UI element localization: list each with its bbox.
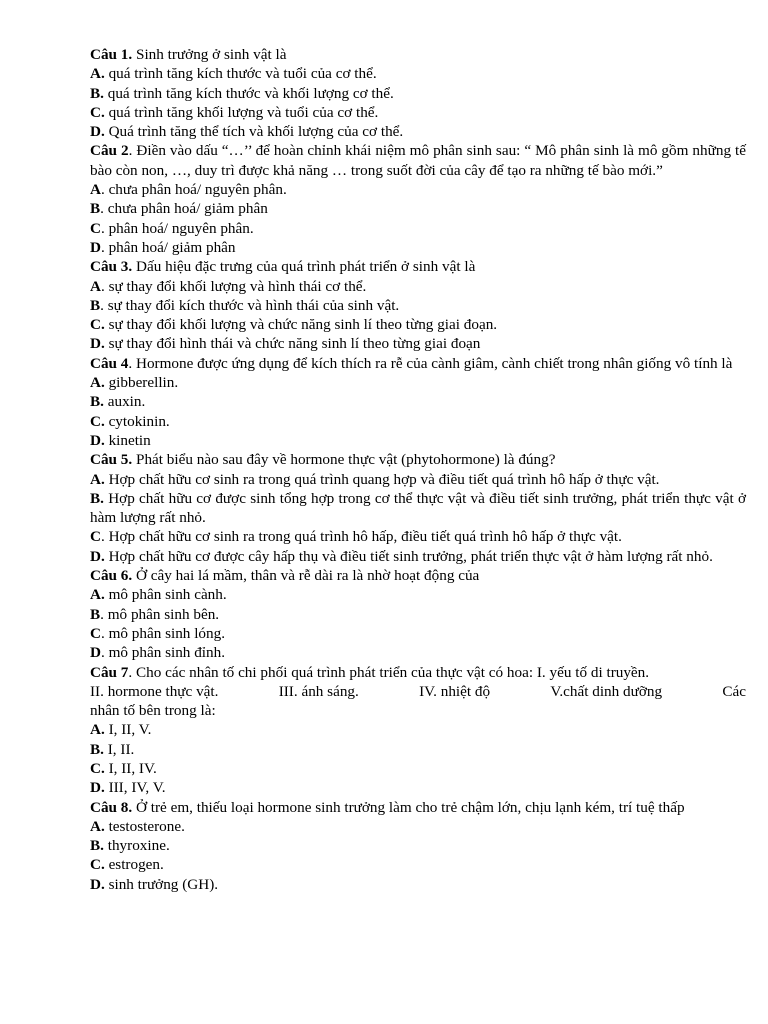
option-letter: C <box>90 624 101 642</box>
option-c <box>90 624 746 643</box>
option-text: I, II, IV. <box>104 759 157 777</box>
option-text: estrogen. <box>104 856 164 874</box>
option-text: testosterone. <box>104 817 185 835</box>
question-text-continued: nhân tố bên trong là: <box>90 702 216 720</box>
option-letter: A <box>90 277 101 295</box>
option-text: sự thay đổi hình thái và chức năng sinh lí theo từng giai đoạn <box>104 335 481 353</box>
option-text: I, II, V. <box>104 721 152 739</box>
option-letter: D. <box>90 875 105 893</box>
question-label: Câu 3. <box>90 258 133 276</box>
option-text: . Hợp chất hữu cơ sinh ra trong quá trình hô hấp, điều tiết quá trình hô hấp ở thực vật. <box>100 528 622 546</box>
option-letter: A. <box>90 65 105 83</box>
option-a <box>90 817 746 836</box>
option-text: Hợp chất hữu cơ được sinh tổng hợp trong cơ thể thực vật và điều tiết sinh trưởng, phát triển thực vật ở hàm lượng rất nhỏ. <box>90 489 746 527</box>
option-c <box>90 855 746 874</box>
question-5 <box>90 450 746 566</box>
option-b <box>90 740 746 759</box>
question-text: . Cho các nhân tố chi phối quá trình phát triển của thực vật có hoa: I. yếu tố di truyền. <box>128 663 650 681</box>
option-text: III, IV, V. <box>104 779 166 797</box>
option-letter: A <box>90 181 101 199</box>
question-text: Dấu hiệu đặc trưng của quá trình phát triển ở sinh vật là <box>132 258 476 276</box>
option-a <box>90 180 746 199</box>
option-text: sự thay đổi khối lượng và chức năng sinh lí theo từng giai đoạn. <box>104 316 498 334</box>
option-text: . mô phân sinh đỉnh. <box>100 644 225 662</box>
option-letter: B <box>90 605 101 623</box>
question-stem <box>90 798 746 817</box>
option-a <box>90 470 746 489</box>
question-2 <box>90 141 746 257</box>
option-letter: B. <box>90 837 104 855</box>
option-a <box>90 720 746 739</box>
option-letter: D. <box>90 123 105 141</box>
option-b <box>90 296 746 315</box>
option-d <box>90 778 746 797</box>
option-letter: C <box>90 219 101 237</box>
option-text: . chưa phân hoá/ nguyên phân. <box>100 181 287 199</box>
factor-item: II. hormone thực vật. <box>90 682 219 700</box>
question-4 <box>90 354 746 450</box>
question-1 <box>90 45 746 141</box>
question-text: . Hormone được ứng dụng để kích thích ra rễ của cành giâm, cành chiết trong nhân giống vô tính là <box>128 354 733 372</box>
option-letter: D <box>90 644 101 662</box>
option-text: . mô phân sinh bên. <box>100 605 220 623</box>
question-label: Câu 5. <box>90 451 133 469</box>
option-letter: B. <box>90 489 104 507</box>
option-text: quá trình tăng kích thước và khối lượng cơ thể. <box>103 84 394 102</box>
option-a <box>90 64 746 83</box>
option-letter: C. <box>90 316 105 334</box>
option-b <box>90 84 746 103</box>
option-b <box>90 489 746 528</box>
option-text: cytokinin. <box>104 412 170 430</box>
option-letter: D. <box>90 335 105 353</box>
option-c <box>90 103 746 122</box>
option-text: kinetin <box>104 431 151 449</box>
question-text: Ở cây hai lá mầm, thân và rễ dài ra là nhờ hoạt động của <box>132 567 480 585</box>
option-letter: D. <box>90 779 105 797</box>
factor-item: IV. nhiệt độ <box>419 682 491 700</box>
option-c <box>90 315 746 334</box>
option-letter: C <box>90 528 101 546</box>
question-label: Câu 6. <box>90 567 133 585</box>
option-text: . phân hoá/ giảm phân <box>100 238 236 256</box>
question-stem <box>90 354 746 373</box>
option-letter: B <box>90 296 101 314</box>
option-text: Hợp chất hữu cơ sinh ra trong quá trình quang hợp và điều tiết quá trình hô hấp ở thực vật. <box>104 470 660 488</box>
option-letter: C. <box>90 103 105 121</box>
option-letter: C. <box>90 759 105 777</box>
option-d <box>90 547 746 566</box>
option-a <box>90 277 746 296</box>
option-c <box>90 527 746 546</box>
question-6 <box>90 566 746 662</box>
option-d <box>90 238 746 257</box>
option-letter: B. <box>90 84 104 102</box>
option-text: I, II. <box>103 740 135 758</box>
option-b <box>90 199 746 218</box>
option-letter: A. <box>90 721 105 739</box>
option-text: thyroxine. <box>103 837 170 855</box>
option-letter: C. <box>90 412 105 430</box>
question-stem <box>90 663 746 682</box>
option-a <box>90 585 746 604</box>
option-d <box>90 122 746 141</box>
option-text: mô phân sinh cành. <box>104 586 227 604</box>
option-letter: C. <box>90 856 105 874</box>
question-stem <box>90 141 746 180</box>
factor-item: III. ánh sáng. <box>278 682 359 700</box>
question-label: Câu 8. <box>90 798 133 816</box>
question-text: . Điền vào dấu “…’’ để hoàn chỉnh khái niệm mô phân sinh sau: “ Mô phân sinh là mô gồm những tế bào còn non, …, duy trì được khả năng … trong suốt đời của cây để tạo ra những tế bào mới.” <box>90 142 746 179</box>
option-text: . mô phân sinh lóng. <box>100 624 225 642</box>
option-a <box>90 373 746 392</box>
question-8 <box>90 798 746 894</box>
option-letter: A. <box>90 817 105 835</box>
option-text: Quá trình tăng thể tích và khối lượng của cơ thể. <box>104 123 404 141</box>
factor-item: V.chất dinh dưỡng <box>550 682 663 700</box>
option-letter: D <box>90 238 101 256</box>
option-text: . phân hoá/ nguyên phân. <box>100 219 254 237</box>
option-d <box>90 334 746 353</box>
question-stem <box>90 257 746 276</box>
option-letter: A. <box>90 374 105 392</box>
option-b <box>90 392 746 411</box>
question-text: Sinh trưởng ở sinh vật là <box>132 46 287 63</box>
question-text: Ở trẻ em, thiếu loại hormone sinh trưởng làm cho trẻ chậm lớn, chịu lạnh kém, trí tuệ thấp <box>132 798 685 816</box>
option-letter: A. <box>90 470 105 488</box>
option-letter: D. <box>90 431 105 449</box>
option-c <box>90 759 746 778</box>
option-d <box>90 875 746 894</box>
option-d <box>90 643 746 662</box>
question-label: Câu 2 <box>90 142 129 160</box>
option-letter: A. <box>90 586 105 604</box>
option-b <box>90 605 746 624</box>
option-letter: B. <box>90 740 104 758</box>
option-text: gibberellin. <box>104 374 179 392</box>
option-text: sinh trưởng (GH). <box>104 875 219 893</box>
question-label: Câu 1. <box>90 46 133 63</box>
question-7 <box>90 663 746 798</box>
option-text: . sự thay đổi kích thước và hình thái của sinh vật. <box>100 296 400 314</box>
option-text: quá trình tăng khối lượng và tuổi của cơ thể. <box>104 103 379 121</box>
option-text: quá trình tăng kích thước và tuổi của cơ thể. <box>104 65 377 83</box>
question-label: Câu 4 <box>90 354 129 372</box>
option-text: . chưa phân hoá/ giảm phân <box>100 200 268 218</box>
factor-item: Các <box>722 682 746 700</box>
option-letter: D. <box>90 547 105 565</box>
option-text: auxin. <box>103 393 146 411</box>
question-text: Phát biểu nào sau đây về hormone thực vật (phytohormone) là đúng? <box>132 451 556 469</box>
option-b <box>90 836 746 855</box>
option-c <box>90 219 746 238</box>
option-letter: B. <box>90 393 104 411</box>
question-label: Câu 7 <box>90 663 129 681</box>
question-stem <box>90 45 746 64</box>
question-stem <box>90 450 746 469</box>
question-stem <box>90 566 746 585</box>
option-text: . sự thay đổi khối lượng và hình thái cơ thể. <box>100 277 367 295</box>
factor-list <box>90 682 746 701</box>
question-3 <box>90 257 746 353</box>
document-page <box>90 45 746 894</box>
option-c <box>90 412 746 431</box>
option-text: Hợp chất hữu cơ được cây hấp thụ và điều tiết sinh trưởng, phát triển thực vật ở hàm lượng rất nhỏ. <box>104 547 713 565</box>
option-letter: B <box>90 200 101 218</box>
option-d <box>90 431 746 450</box>
